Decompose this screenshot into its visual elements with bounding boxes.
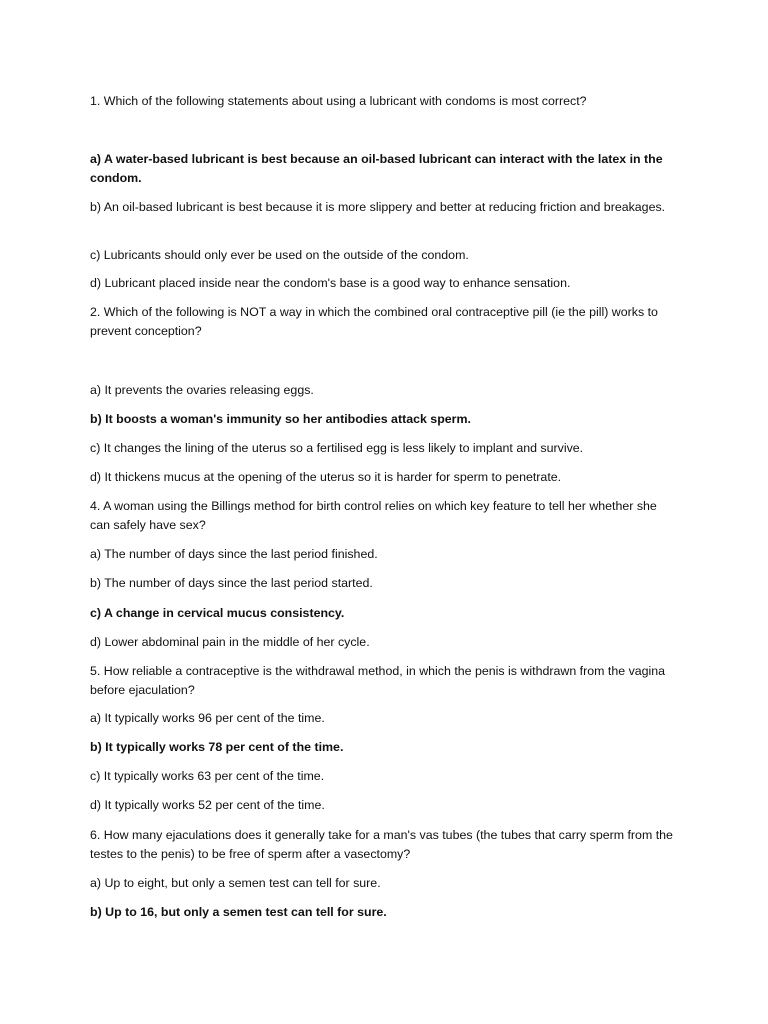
- question-1-option-c: c) Lubricants should only ever be used on the outside of the condom.: [90, 248, 469, 262]
- question-1-option-a: a) A water-based lubricant is best because an oil-based lubricant can interact with the latex in the condom.: [90, 152, 663, 185]
- question-1-text: 1. Which of the following statements about using a lubricant with condoms is most correct?: [90, 94, 587, 108]
- question-4-option-d: d) Lower abdominal pain in the middle of her cycle.: [90, 635, 370, 649]
- question-6-option-a: a) Up to eight, but only a semen test can tell for sure.: [90, 876, 381, 890]
- question-6-option-b: b) Up to 16, but only a semen test can tell for sure.: [90, 905, 387, 919]
- question-5-option-d: d) It typically works 52 per cent of the time.: [90, 798, 325, 812]
- question-4-text: 4. A woman using the Billings method for birth control relies on which key feature to tell her whether she can safely have sex?: [90, 499, 657, 532]
- question-4-option-b: b) The number of days since the last period started.: [90, 576, 373, 590]
- question-5-option-c: c) It typically works 63 per cent of the time.: [90, 769, 325, 783]
- question-4-option-a: a) The number of days since the last period finished.: [90, 547, 378, 561]
- question-2-option-d: d) It thickens mucus at the opening of the uterus so it is harder for sperm to penetrate.: [90, 470, 562, 484]
- question-6-text: 6. How many ejaculations does it generally take for a man's vas tubes (the tubes that carry sperm from the testes to the penis) to be free of sperm after a vasectomy?: [90, 828, 673, 861]
- question-5-option-a: a) It typically works 96 per cent of the time.: [90, 711, 325, 725]
- question-5-option-b: b) It typically works 78 per cent of the time.: [90, 740, 344, 754]
- question-2-option-c: c) It changes the lining of the uterus so a fertilised egg is less likely to implant and survive.: [90, 441, 584, 455]
- question-1-option-d: d) Lubricant placed inside near the condom's base is a good way to enhance sensation.: [90, 276, 571, 290]
- question-2-option-b: b) It boosts a woman's immunity so her antibodies attack sperm.: [90, 412, 471, 426]
- question-4-option-c: c) A change in cervical mucus consistency.: [90, 606, 345, 620]
- question-5-text: 5. How reliable a contraceptive is the withdrawal method, in which the penis is withdrawn from the vagina before ejaculation?: [90, 664, 666, 697]
- question-2-text: 2. Which of the following is NOT a way in which the combined oral contraceptive pill (ie the pill) works to prevent conception?: [90, 305, 658, 338]
- question-2-option-a: a) It prevents the ovaries releasing eggs.: [90, 383, 314, 397]
- question-1-option-b: b) An oil-based lubricant is best because it is more slippery and better at reducing friction and breakages.: [90, 200, 666, 214]
